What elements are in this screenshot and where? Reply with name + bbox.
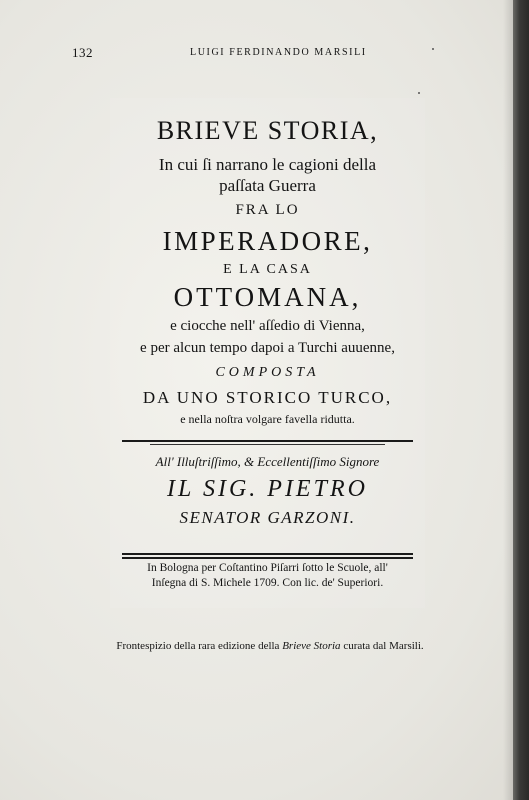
facsimile-subtitle-line-1: In cui ſi narrano le cagioni della: [158, 155, 377, 174]
facsimile-imprint-line-2: Inſegna di S. Michele 1709. Con lic. de' Superiori.: [151, 577, 384, 589]
title-page-facsimile: [110, 98, 425, 608]
paper-speck: [418, 92, 420, 94]
facsimile-title: BRIEVE STORIA,: [156, 116, 379, 145]
facsimile-turchi-line: e per alcun tempo dapoi a Turchi auuenne,: [140, 340, 395, 356]
imprint-rule-2: [122, 557, 413, 559]
facsimile-senator-garzoni: SENATOR GARZONI.: [179, 508, 356, 527]
gutter-shadow: [503, 0, 513, 800]
facsimile-fra-lo: FRA LO: [235, 202, 300, 218]
page-number: 132: [72, 45, 93, 60]
facsimile-subtitle-line-2: paſſata Guerra: [219, 176, 316, 195]
facsimile-imprint-line-1: In Bologna per Coſtantino Piſarri ſotto le Scuole, all': [147, 562, 388, 574]
facsimile-storico-turco: DA UNO STORICO TURCO,: [142, 388, 393, 407]
book-spine: [513, 0, 529, 800]
paper-speck: [432, 48, 434, 50]
facsimile-imperadore: IMPERADORE,: [162, 226, 373, 256]
facsimile-e-la-casa: E LA CASA: [223, 262, 312, 277]
caption-suffix: curata dal Marsili.: [340, 640, 424, 652]
caption-prefix: Frontespizio della rara edizione della: [116, 640, 283, 652]
facsimile-composta: COMPOSTA: [215, 365, 320, 380]
facsimile-dedication: All' Illuſtriſſimo, & Eccellentiſſimo Signore: [155, 454, 380, 469]
imprint-rule: [122, 553, 413, 555]
facsimile-favella-line: e nella noſtra volgare favella ridutta.: [180, 412, 355, 426]
ornamental-rule: [122, 440, 413, 442]
facsimile-assedio-line: e ciocche nell' aſſedio di Vienna,: [170, 318, 365, 334]
facsimile-il-sig-pietro: IL SIG. PIETRO: [167, 476, 368, 502]
caption-italic-title: Brieve Storia: [282, 640, 341, 652]
running-head: LUIGI FERDINANDO MARSILI: [190, 47, 367, 58]
facsimile-ottomana: OTTOMANA,: [173, 282, 362, 312]
page-header: [72, 45, 452, 61]
ornamental-rule-thin: [150, 444, 385, 445]
figure-caption: [50, 640, 490, 652]
